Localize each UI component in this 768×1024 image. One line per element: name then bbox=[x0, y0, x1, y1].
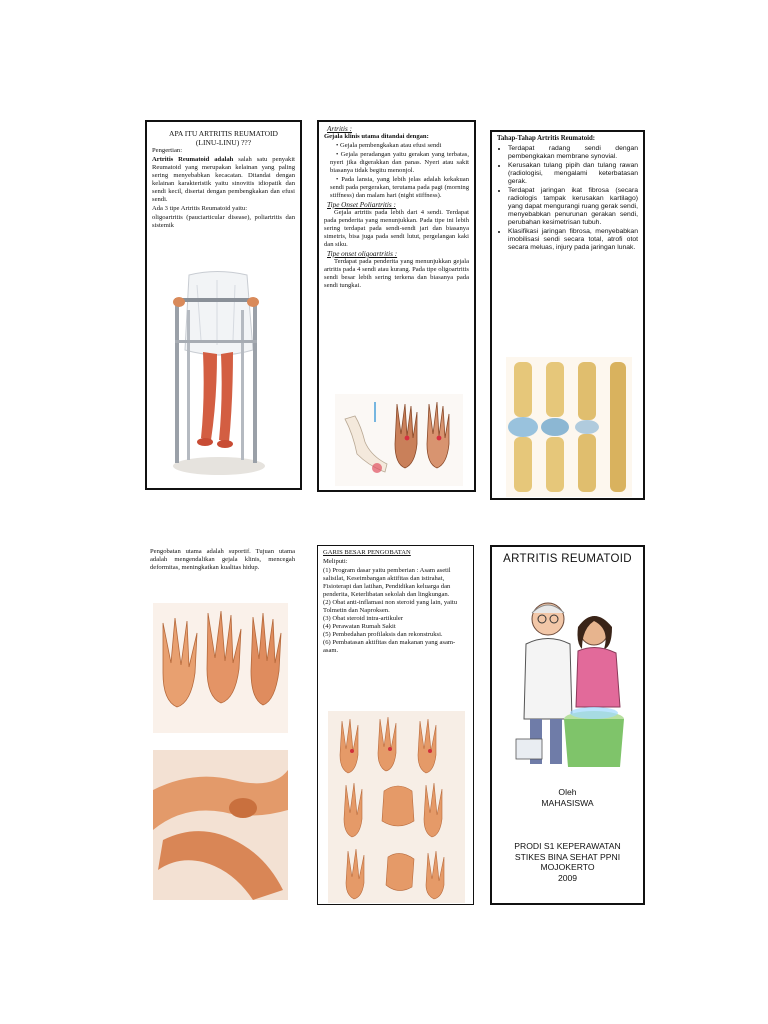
treatment-list bbox=[323, 567, 468, 655]
walker-patient-illustration bbox=[167, 270, 267, 480]
list-item: • Pada lansia, yang lebih jelas adalah kekakuan sendi pada pergerakan, terutama pada pagi (morning stiffness) dan malam hari (night stiffness). bbox=[330, 176, 469, 200]
school-name: STIKES BINA SEHAT PPNI bbox=[514, 851, 621, 862]
list-item: (3) Obat steroid intra-artikuler bbox=[323, 615, 404, 622]
doctor-patient-cartoon bbox=[512, 589, 627, 779]
stages-heading: Tahap-Tahap Artritis Reumatoid: bbox=[497, 135, 596, 142]
list-item: • Gejala peradangan yaitu gerakan yang terbatas, nyeri jika digerakkan dan panas. Nyeri atau sakit biasanya tidak begitu menonjol. bbox=[330, 151, 469, 175]
list-item: (2) Obat anti-inflamasi non steroid yang lain, yaitu Tolmetin dan Naproksen. bbox=[323, 599, 458, 614]
list-item: • Gejala pembengkakan atau efusi sendi bbox=[330, 142, 469, 150]
panel-treatment-goal bbox=[145, 545, 300, 905]
panel-what-is-ra bbox=[145, 120, 302, 490]
oligo-onset-text: Terdapat pada penderita yang menunjukkan gejala artritis pada 4 sendi atau kurang. Pada tipe oligoartritis sendi besar lebih sering terkena dan biasanya pada sendi tungkai. bbox=[324, 258, 469, 289]
treatment-goal-text: Pengobatan utama adalah suportif. Tujuan utama adalah mengendalikan gejala klinis, mencegah deformitas, meningkatkan kualitas hidup. bbox=[150, 548, 295, 571]
list-item: (1) Program dasar yaitu pemberian : Asam asetil salisilat, Keseimbangan aktifitas dan istirahat, Fisioterapi dan latihan, Pendidikan keluarga dan penderita, Keterlibatan sekolah dan lingkungan. bbox=[323, 567, 451, 598]
joint-stages-illustration bbox=[506, 357, 632, 497]
treatment-intro: Meliputi: bbox=[323, 558, 348, 565]
author-name: MAHASISWA bbox=[541, 797, 594, 808]
types-text: oligoartritis (pauciarticular disease), poliartritis dan sistemik bbox=[152, 214, 295, 229]
list-item: • Terdapat jaringan ikat fibrosa (secara radiologis tampak kerusakan kartilago) yang dapat mengurangi ruang gerak sendi, menyebabkan penurunan gerakan sendi, perubahan kesimetrisan tubuh. bbox=[508, 187, 638, 227]
list-item: • Terdapat radang sendi dengan pembengkakan membrane synovial. bbox=[508, 145, 638, 161]
by-label: Oleh bbox=[558, 787, 577, 797]
oligo-onset-heading: Tipe onset oligoartritis : bbox=[327, 250, 398, 258]
definition-label: Pengertian: bbox=[152, 147, 183, 154]
list-item: (4) Perawatan Rumah Sakit bbox=[323, 623, 396, 630]
panel-arthritis-symptoms bbox=[317, 120, 476, 492]
list-item: • Kerusakan tulang pipih dan tulang rawan (radiologisi, mengalami keterbatasan gerak. bbox=[508, 162, 638, 186]
list-item: (6) Pembatasan aktifitas dan makanan yang asam-asam. bbox=[323, 639, 456, 654]
poly-onset-heading: Tipe Onset Poliartritis : bbox=[327, 201, 396, 209]
list-item: • Klasifikasi jaringan fibrosa, menyebabkan imobilisasi sendi secara total, atrofi otot secara meluas, injury pada jaringan lunak. bbox=[508, 228, 638, 252]
clinical-symptoms-heading: Gejala klinis utama ditandai dengan: bbox=[324, 133, 429, 140]
definition-text: Artritis Reumatoid adalah salah satu penyakit Reumatoid yang merupakan kelainan yang paling sering menyebabkan kecacatan. Ditandai dengan kelainan karakteristik yaitu sinovitis idiopatik dan sendi kecil, disertai dengan pembengkakan dan efusi sendi. bbox=[152, 156, 295, 203]
institution-block bbox=[492, 841, 643, 883]
panel-treatment-outline bbox=[317, 545, 474, 905]
symptom-list bbox=[324, 142, 469, 200]
foot-and-hands-illustration bbox=[335, 394, 463, 486]
elbow-arm-illustration bbox=[153, 750, 288, 900]
list-item: (5) Pembedahan profilaksis dan rekonstruksi. bbox=[323, 631, 443, 638]
hands-anatomy-collage bbox=[328, 711, 465, 903]
author-block bbox=[492, 787, 643, 808]
year: 2009 bbox=[557, 872, 578, 883]
treatment-outline-heading: GARIS BESAR PENGOBATAN bbox=[323, 549, 411, 556]
panel-cover bbox=[490, 545, 645, 905]
panel1-title: APA ITU ARTRITIS REUMATOID (LINU-LINU) ??? bbox=[169, 129, 278, 147]
stages-list bbox=[497, 145, 638, 252]
program-name: PRODI S1 KEPERAWATAN bbox=[514, 841, 621, 851]
poly-onset-text: Gejala artritis pada lebih dari 4 sendi. Terdapat pada penderita yang menunjukkan. Pada tipe ini lebih sering terdapat pada sendi-sendi jari dan biasanya simetris, bisa juga pada sendi lutut, pergelangan kaki dan siku. bbox=[324, 209, 469, 248]
cover-title: ARTRITIS REUMATOID bbox=[503, 553, 632, 565]
types-intro: Ada 3 tipe Artritis Reumatoid yaitu: bbox=[152, 205, 248, 212]
arthritis-heading: Artritis : bbox=[327, 125, 352, 133]
panel-ra-stages bbox=[490, 130, 645, 500]
city-name: MOJOKERTO bbox=[540, 862, 595, 872]
deformed-hands-illustration bbox=[153, 603, 288, 733]
